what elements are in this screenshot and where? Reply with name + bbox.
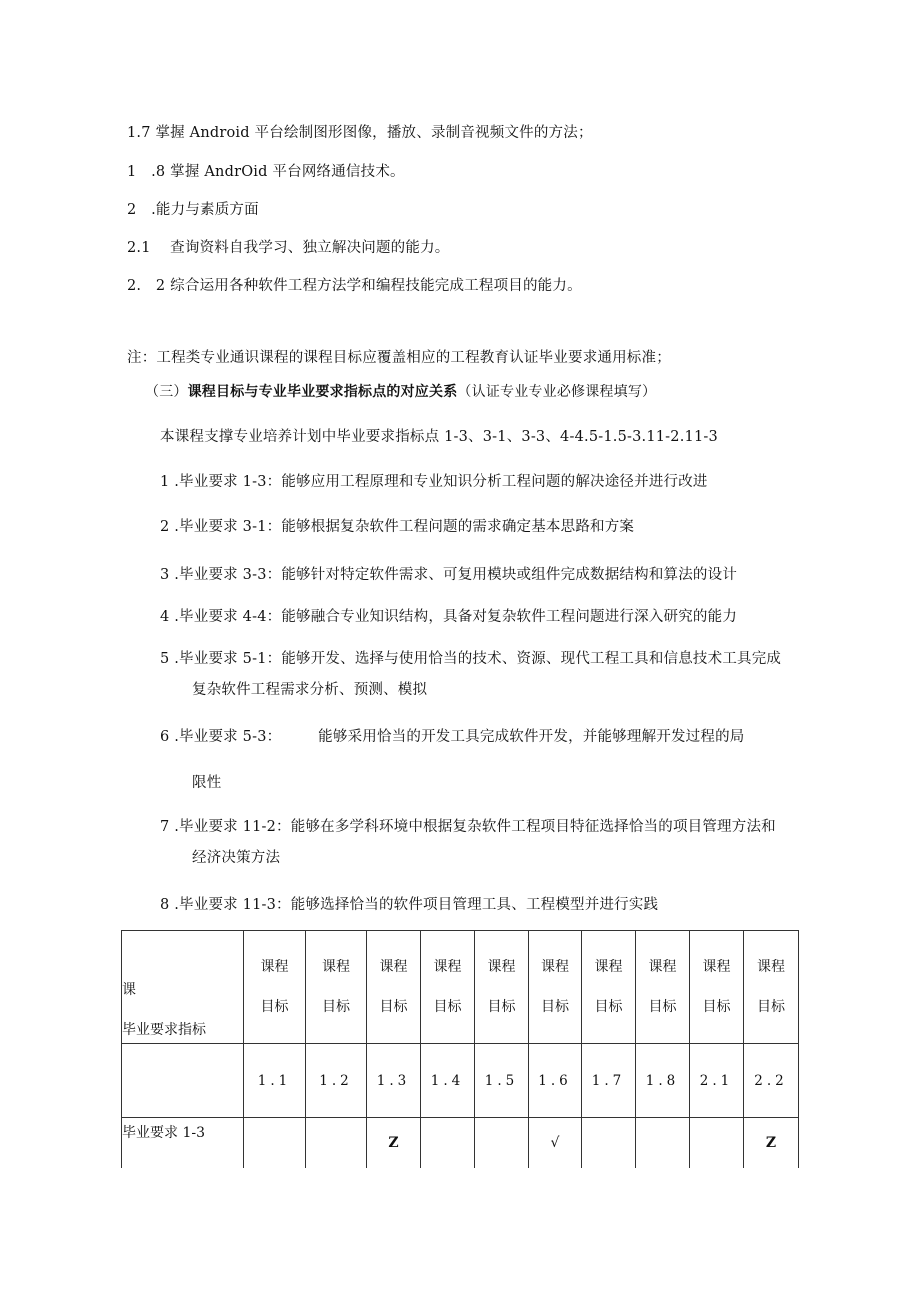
objective-1-7: 1.7 掌握 Android 平台绘制图形图像，播放、录制音视频文件的方法； [127, 125, 593, 141]
header-cell [582, 931, 636, 1044]
header-line1: 课程 [433, 959, 462, 975]
requirement-number: 6 [160, 729, 170, 745]
requirement-7 [160, 815, 776, 836]
requirement-text: .毕业要求 5-1：能够开发、选择与使用恰当的技术、资源、现代工程工具和信息技术工具完成 [174, 651, 782, 667]
requirement-text: .毕业要求 11-2：能够在多学科环境中根据复杂软件工程项目特征选择恰当的项目管理方法和 [174, 819, 776, 835]
requirement-text: .毕业要求 3-3：能够针对特定软件需求、可复用模块或组件完成数据结构和算法的设计 [174, 567, 738, 583]
mark-cell [421, 1118, 475, 1169]
header-line1: 课程 [487, 959, 516, 975]
objective-1-8: 1 .8 掌握 AndrOid 平台网络通信技术。 [127, 164, 405, 180]
header-cell [690, 931, 744, 1044]
header-line1: 课程 [648, 959, 677, 975]
requirement-number: 5 [160, 651, 170, 667]
objective-number: 1.6 [529, 1044, 582, 1118]
requirement-7-continued: 经济决策方法 [192, 850, 281, 866]
objective-number-row [122, 1044, 799, 1118]
header-cell [306, 931, 367, 1044]
objective-2-1: 2.1 查询资料自我学习、独立解决问题的能力。 [127, 240, 450, 256]
requirement-number: 3 [160, 567, 170, 583]
header-line2: 目标 [260, 999, 289, 1015]
mark-cell: √ [529, 1118, 582, 1169]
section-heading-prefix: （三） [145, 384, 188, 400]
mark-cell [636, 1118, 690, 1169]
support-text: 本课程支撑专业培养计划中毕业要求指标点 1-3、3-1、3-3、4-4.5-1.5-3.11-2.11-3 [160, 429, 718, 445]
header-line2: 目标 [648, 999, 677, 1015]
objective-number: 2.1 [690, 1044, 744, 1118]
objective-number: 1.5 [475, 1044, 529, 1118]
requirement-8 [160, 893, 658, 914]
requirement-number: 1 [160, 474, 170, 490]
requirement-4 [160, 605, 737, 626]
requirement-number: 8 [160, 897, 170, 913]
mark-cell [475, 1118, 529, 1169]
header-line2: 目标 [487, 999, 516, 1015]
table-corner-cell [122, 931, 244, 1044]
requirement-6 [160, 725, 744, 746]
header-line2: 目标 [379, 999, 408, 1015]
header-cell [475, 931, 529, 1044]
header-line2: 目标 [322, 999, 350, 1015]
header-line2: 目标 [541, 999, 569, 1015]
section-heading-title: 课程目标与专业毕业要求指标点的对应关系 [187, 384, 458, 400]
header-line1: 课程 [541, 959, 569, 975]
section-heading-suffix: （认证专业专业必修课程填写） [457, 384, 657, 400]
requirement-2 [160, 515, 634, 536]
requirement-number: 4 [160, 609, 170, 625]
objective-number: 1.8 [636, 1044, 690, 1118]
note: 注：工程类专业通识课程的课程目标应覆盖相应的工程教育认证毕业要求通用标准； [127, 350, 671, 366]
header-line1: 课程 [702, 959, 731, 975]
header-cell [636, 931, 690, 1044]
requirement-text: .毕业要求 11-3：能够选择恰当的软件项目管理工具、工程模型并进行实践 [174, 897, 659, 913]
objective-requirement-table [121, 930, 799, 1168]
row-label: 毕业要求 1-3 [122, 1118, 244, 1169]
objective-number: 1.1 [244, 1044, 306, 1118]
header-line1: 课程 [594, 959, 623, 975]
requirement-5-continued: 复杂软件工程需求分析、预测、模拟 [192, 682, 428, 698]
header-line1: 课程 [322, 959, 350, 975]
objective-number: 2.2 [744, 1044, 799, 1118]
objective-number: 1.7 [582, 1044, 636, 1118]
corner-bottom-label: 毕业要求指标 [122, 1022, 206, 1038]
requirement-text: .毕业要求 3-1：能够根据复杂软件工程问题的需求确定基本思路和方案 [174, 519, 635, 535]
objective-number: 1.4 [421, 1044, 475, 1118]
mark-cell [306, 1118, 367, 1169]
requirement-5 [160, 647, 781, 668]
table-row [122, 1118, 799, 1169]
requirement-text: .毕业要求 5-3： 能够采用恰当的开发工具完成软件开发，并能够理解开发过程的局 [174, 729, 745, 745]
header-line1: 课程 [757, 959, 785, 975]
objective-number: 1.3 [367, 1044, 421, 1118]
header-line1: 课程 [260, 959, 289, 975]
requirement-text: .毕业要求 4-4：能够融合专业知识结构，具备对复杂软件工程问题进行深入研究的能力 [174, 609, 738, 625]
mark-cell: Z [367, 1118, 421, 1169]
requirement-3 [160, 563, 737, 584]
header-line2: 目标 [594, 999, 623, 1015]
requirement-1 [160, 470, 708, 491]
header-line2: 目标 [433, 999, 462, 1015]
requirement-text: .毕业要求 1-3：能够应用工程原理和专业知识分析工程问题的解决途径并进行改进 [174, 474, 708, 490]
header-cell [367, 931, 421, 1044]
empty-cell [122, 1044, 244, 1118]
mark-cell: Z [744, 1118, 799, 1169]
table-header-row [122, 931, 799, 1044]
header-cell [529, 931, 582, 1044]
header-line1: 课程 [379, 959, 408, 975]
mark-cell [690, 1118, 744, 1169]
header-cell [744, 931, 799, 1044]
requirement-6-continued: 限性 [192, 775, 222, 791]
mark-cell [582, 1118, 636, 1169]
header-cell [421, 931, 475, 1044]
section-heading [145, 381, 656, 401]
corner-top-label: 课 [122, 982, 136, 998]
requirement-number: 2 [160, 519, 170, 535]
header-line2: 目标 [702, 999, 731, 1015]
ability-heading: 2 .能力与素质方面 [127, 202, 259, 218]
objective-2-2: 2. 2 综合运用各种软件工程方法学和编程技能完成工程项目的能力。 [127, 278, 582, 294]
objective-number: 1.2 [306, 1044, 367, 1118]
requirement-number: 7 [160, 819, 170, 835]
header-cell [244, 931, 306, 1044]
header-line2: 目标 [757, 999, 785, 1015]
mark-cell [244, 1118, 306, 1169]
